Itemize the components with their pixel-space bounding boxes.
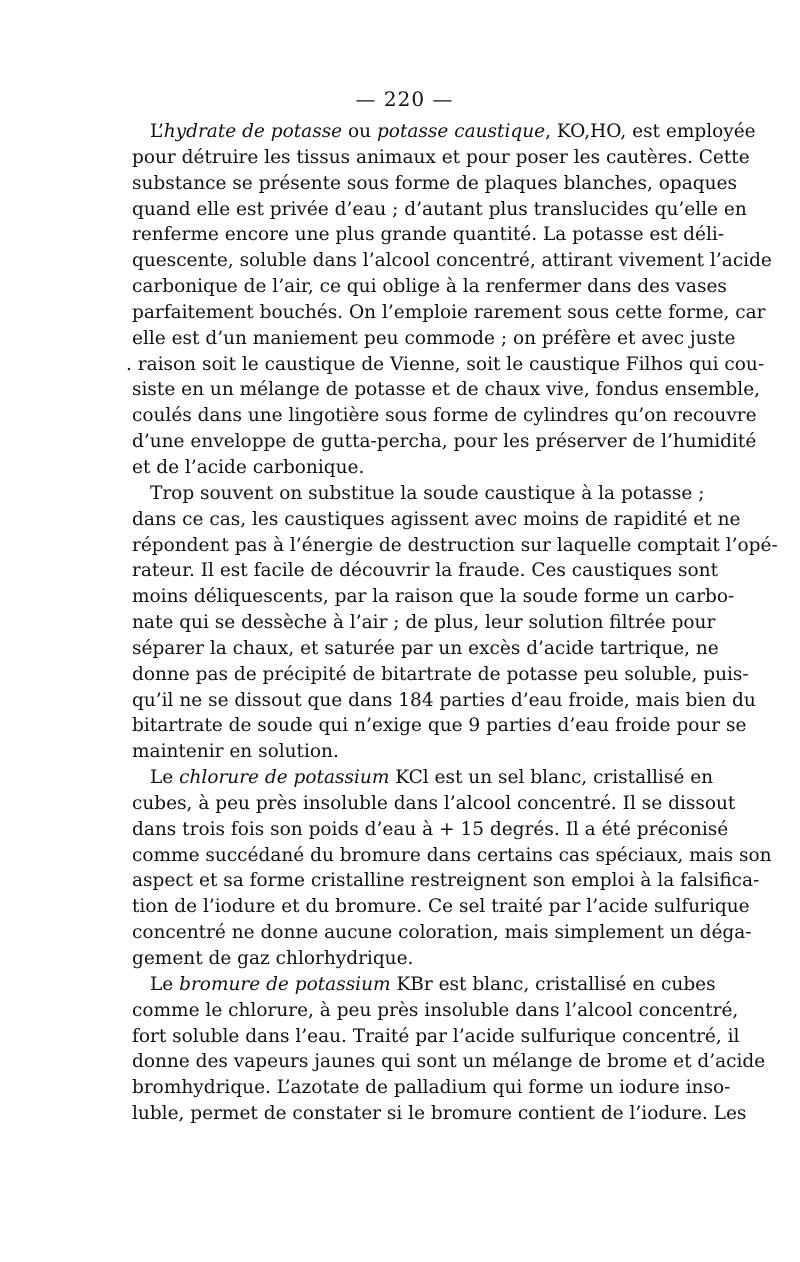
text-line: bromhydrique. L’azotate de palladium qui forme un iodure inso- <box>132 1077 731 1099</box>
text-line: nate qui se dessèche à l’air ; de plus, leur solution filtrée pour <box>132 612 716 634</box>
text-line: fort soluble dans l’eau. Traité par l’acide sulfurique concentré, il <box>132 1025 740 1047</box>
paragraph-soude-caustique <box>132 481 778 765</box>
text-line: elle est d’un maniement peu commode ; on préfère et avec juste <box>132 327 736 349</box>
text-line: Le bromure de potassium KBr est blanc, cristallisé en cubes <box>150 973 716 995</box>
text-line: dans ce cas, les caustiques agissent avec moins de rapidité et ne <box>132 508 741 530</box>
text-line: . raison soit le caustique de Vienne, soit le caustique Filhos qui cou- <box>126 353 765 375</box>
text-line: luble, permet de constater si le bromure contient de l’iodure. Les <box>132 1103 747 1125</box>
text-line: dans trois fois son poids d’eau à + 15 degrés. Il a été préconisé <box>132 818 729 840</box>
book-page <box>126 85 778 1127</box>
text-line: carbonique de l’air, ce qui oblige à la renfermer dans des vases <box>132 276 727 298</box>
text-line: donne pas de précipité de bitartrate de potasse peu soluble, puis- <box>132 663 749 685</box>
text-line: substance se présente sous forme de plaques blanches, opaques <box>132 172 737 194</box>
text-line: Le chlorure de potassium KCl est un sel blanc, cristallisé en <box>150 767 714 789</box>
text-line: qu’il ne se dissout que dans 184 parties d’eau froide, mais bien du <box>132 689 756 711</box>
text-line: concentré ne donne aucune coloration, mais simplement un déga- <box>132 922 752 944</box>
paragraph-bromure-de-potassium <box>132 972 766 1127</box>
term-hydrate-de-potasse: hydrate de potasse <box>163 121 343 142</box>
text-line: parfaitement bouchés. On l’emploie rarement sous cette forme, car <box>132 301 766 323</box>
text-line: d’une enveloppe de gutta-percha, pour les préserver de l’humidité <box>132 431 757 453</box>
text-line: comme le chlorure, à peu près insoluble dans l’alcool concentré, <box>132 999 739 1021</box>
text-line: gement de gaz chlorhydrique. <box>132 948 414 969</box>
term-potasse-caustique: potasse caustique <box>376 121 546 142</box>
paragraph-chlorure-de-potassium <box>132 765 772 972</box>
text-line: tion de l’iodure et du bromure. Ce sel traité par l’acide sulfurique <box>132 896 750 918</box>
text-line: répondent pas à l’énergie de destruction sur laquelle comptait l’opé- <box>132 534 778 556</box>
text-line: maintenir en solution. <box>132 741 339 763</box>
term-bromure-de-potassium: bromure de potassium <box>179 973 391 995</box>
page-number: — 220 — <box>355 87 454 111</box>
text-line: aspect et sa forme cristalline restreignent son emploi à la falsifica- <box>132 870 760 892</box>
text-line: quand elle est privée d’eau ; d’autant plus translucides qu’elle en <box>132 198 747 220</box>
text-line: donne des vapeurs jaunes qui sont un mélange de brome et d’acide <box>132 1051 766 1073</box>
text-line: cubes, à peu près insoluble dans l’alcool concentré. Il se dissout <box>132 792 736 814</box>
text-line: comme succédané du bromure dans certains cas spéciaux, mais son <box>132 844 772 866</box>
text-line: bitartrate de soude qui n’exige que 9 parties d’eau froide pour se <box>132 715 747 737</box>
text-line: quescente, soluble dans l’alcool concentré, attirant vivement l’acide <box>132 250 772 272</box>
text-line: siste en un mélange de potasse et de chaux vive, fondus ensemble, <box>132 379 761 401</box>
term-chlorure-de-potassium: chlorure de potassium <box>179 767 390 789</box>
text-line: Trop souvent on substitue la soude caustique à la potasse ; <box>150 482 705 504</box>
text-line: rateur. Il est facile de découvrir la fraude. Ces caustiques sont <box>132 560 719 582</box>
text-line: séparer la chaux, et saturée par un excès d’acide tartrique, ne <box>132 637 719 659</box>
text-line: coulés dans une lingotière sous forme de cylindres qu’on recouvre <box>132 405 757 427</box>
paragraph-potasse-caustique <box>126 119 772 481</box>
text-line: moins déliquescents, par la raison que la soude forme un carbo- <box>132 586 735 608</box>
text-line: pour détruire les tissus animaux et pour poser les cautères. Cette <box>132 146 750 168</box>
text-line: renferme encore une plus grande quantité. La potasse est déli- <box>132 224 725 246</box>
text-line: L’hydrate de potasse ou potasse caustique, KO,HO, est employée <box>150 121 756 142</box>
text-line: et de l’acide carbonique. <box>132 456 365 478</box>
